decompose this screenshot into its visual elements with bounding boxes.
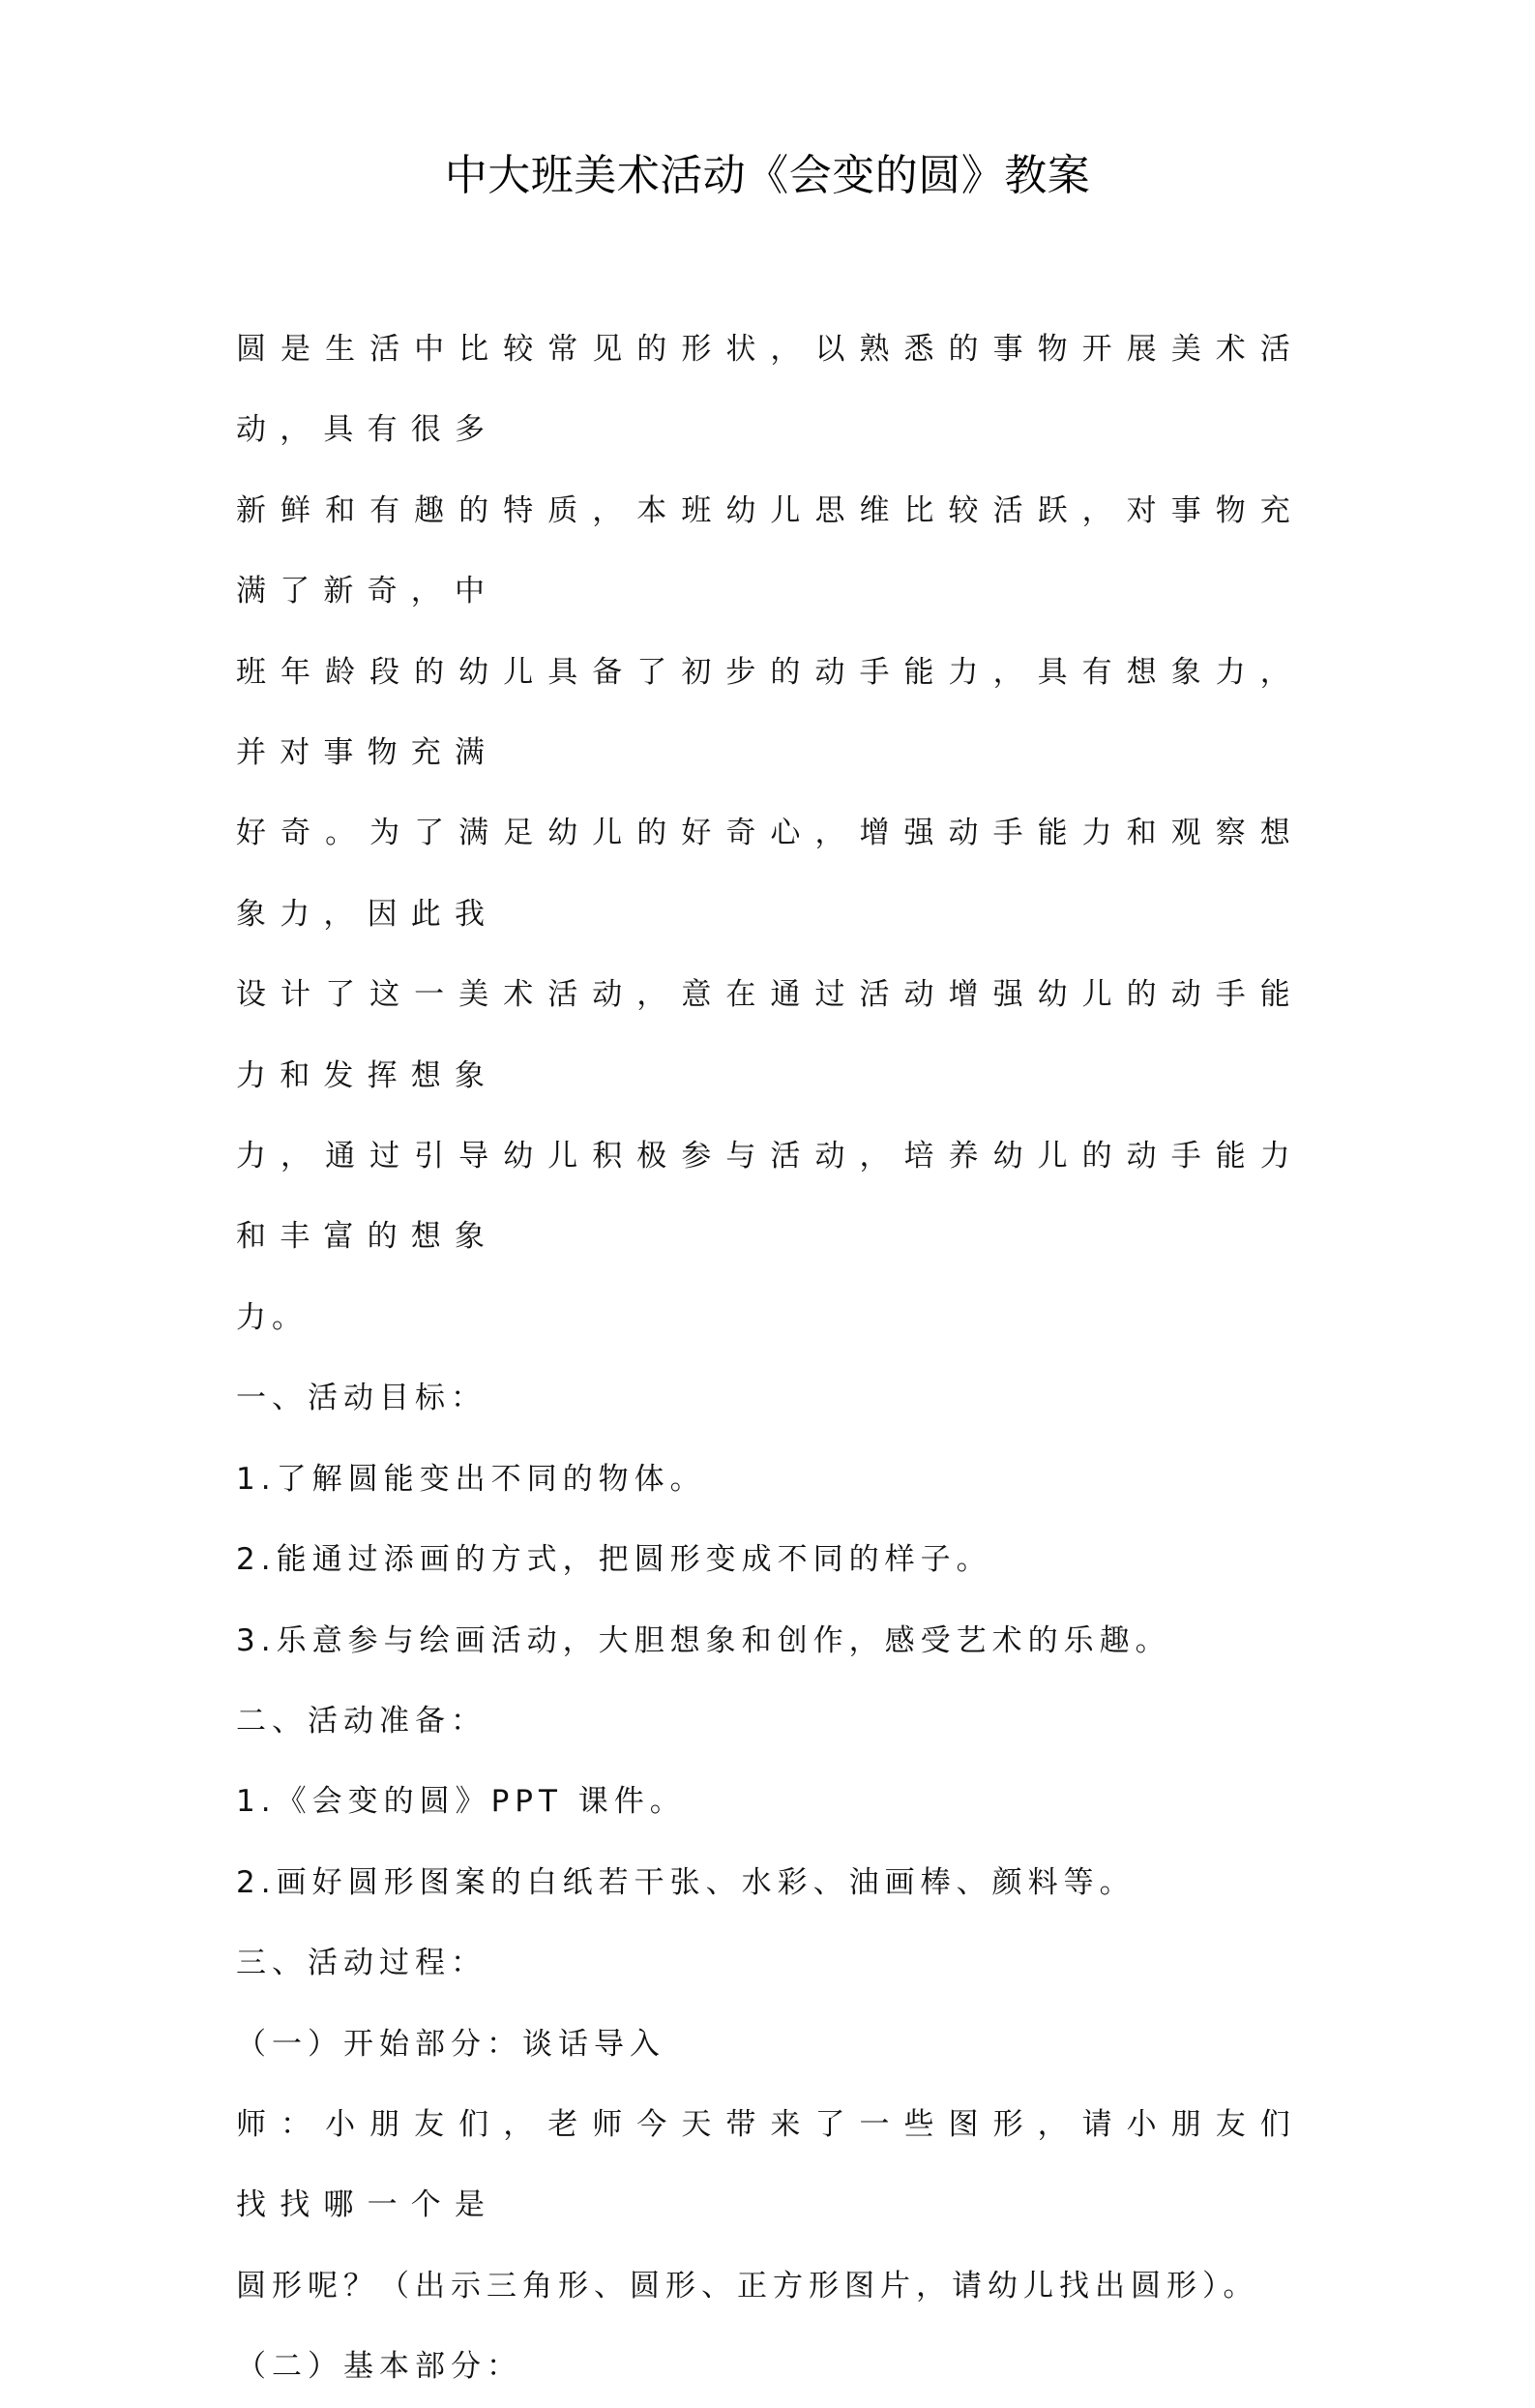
document-body (236, 310, 1304, 2408)
section-process (236, 1923, 1304, 2407)
section-goals (236, 1358, 1304, 1681)
section-heading: 二、活动准备： (236, 1703, 487, 1739)
intro-line: 班年龄段的幼儿具备了初步的动手能力，具有想象力，并对事物充满 (236, 654, 1304, 771)
intro-line: 力，通过引导幼儿积极参与活动，培养幼儿的动手能力和丰富的想象 (236, 1139, 1304, 1255)
section-heading: 一、活动目标： (236, 1381, 487, 1416)
goal-item: 1.了解圆能变出不同的物体。 (236, 1461, 706, 1497)
goal-item: 3.乐意参与绘画活动，大胆想象和创作，感受艺术的乐趣。 (236, 1622, 1171, 1658)
subsection-heading: （二）基本部分： (236, 2349, 522, 2385)
preparation-item: 1.《会变的圆》PPT 课件。 (236, 1784, 686, 1820)
subsection-heading: （一）开始部分：谈话导入 (236, 2026, 665, 2062)
preparation-item: 2.画好圆形图案的白纸若干张、水彩、油画棒、颜料等。 (236, 1864, 1136, 1900)
intro-line: 新鲜和有趣的特质，本班幼儿思维比较活跃，对事物充满了新奇，中 (236, 492, 1304, 609)
dialogue-line: 师：小朋友们，老师今天带来了一些图形，请小朋友们找找哪一个是 (236, 2106, 1304, 2223)
intro-line: 圆是生活中比较常见的形状，以熟悉的事物开展美术活动，具有很多 (236, 332, 1304, 448)
intro-line: 好奇。为了满足幼儿的好奇心，增强动手能力和观察想象力，因此我 (236, 816, 1304, 932)
intro-line: 力。 (236, 1299, 308, 1335)
section-heading: 三、活动过程： (236, 1946, 487, 1981)
intro-paragraph (236, 310, 1304, 1358)
document-title: 中大班美术活动《会变的圆》教案 (444, 151, 1091, 200)
section-preparation (236, 1681, 1304, 1923)
dialogue-line: 圆形呢？（出示三角形、圆形、正方形图片，请幼儿找出圆形）。 (236, 2268, 1259, 2304)
intro-line: 设计了这一美术活动，意在通过活动增强幼儿的动手能力和发挥想象 (236, 977, 1304, 1093)
goal-item: 2.能通过添画的方式，把圆形变成不同的样子。 (236, 1542, 992, 1578)
